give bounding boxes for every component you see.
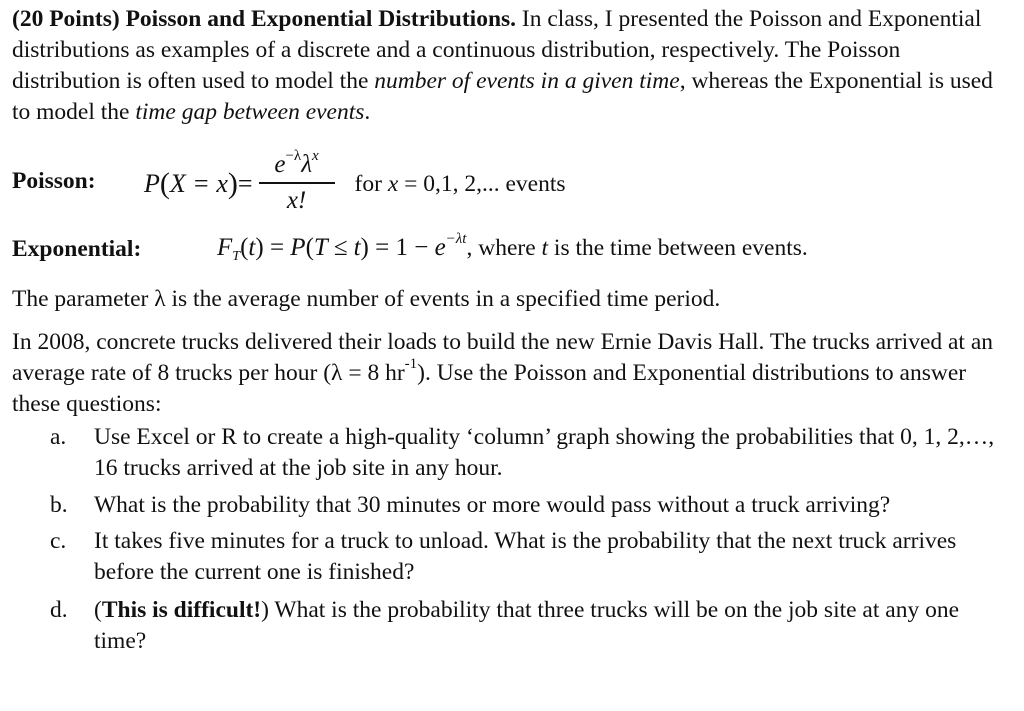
paren-open: ( [159, 167, 170, 200]
question-d [12, 595, 1014, 657]
exp-e: e [434, 234, 446, 261]
problem-heading: (20 Points) Poisson and Exponential Distributions. [12, 6, 517, 32]
poisson-fraction [259, 150, 335, 218]
poisson-denominator: x! [286, 186, 307, 214]
question-emphasis: This is difficult! [101, 597, 262, 623]
question-letter: d. [50, 597, 68, 623]
intro-paragraph [12, 4, 1014, 128]
intro-emphasis-2: time gap between events [135, 99, 365, 125]
exp-exponent: −λt [445, 231, 467, 247]
tail-for: for [354, 170, 388, 197]
question-letter: a. [50, 424, 67, 450]
scenario-text-2: ). Use the Poisson and Exponential distributions to answer these questions: [12, 360, 967, 417]
poisson-domain [355, 171, 566, 198]
numerator-e: e [274, 151, 286, 179]
parameter-description: The parameter λ is the average number of events in a specified time period. [12, 286, 721, 312]
question-b [12, 490, 1014, 521]
prob-p: P [290, 234, 306, 261]
cdf-arg: t [248, 234, 256, 261]
intro-emphasis-1: number of events in a given time [374, 68, 680, 94]
poisson-numerator [270, 150, 322, 182]
paren-close: ) [227, 167, 238, 200]
note-where: , where [466, 235, 542, 261]
question-a [12, 422, 1014, 484]
numerator-lambda: λ [301, 151, 313, 179]
equals-1: = [263, 234, 291, 261]
exponential-label: Exponential: [12, 236, 142, 262]
equals-2: = 1 − [368, 234, 435, 261]
question-text: It takes five minutes for a truck to unload. What is the probability that the next truck arrives before the current one is finished? [94, 528, 957, 585]
question-open-paren: ( [94, 597, 102, 623]
cdf-subscript: T [232, 249, 241, 264]
document-page [12, 4, 1014, 657]
question-close-paren: ) [261, 597, 269, 623]
question-letter: c. [50, 528, 67, 554]
cdf-f: F [217, 234, 233, 261]
scenario-exponent: -1 [404, 356, 418, 372]
question-list [12, 422, 1014, 657]
tail-x: x [387, 170, 399, 197]
question-letter: b. [50, 492, 68, 518]
intro-text-1: In class, I presented the Poisson and Exponential distributions as examples of a discrete and a continuous distribution, respectively. The Poisson distribution is often used to model the [12, 6, 982, 94]
scenario-text-1: In 2008, concrete trucks delivered their loads to build the new Ernie Davis Hall. The trucks arrived at an average rate of 8 trucks per hour (λ = 8 hr [12, 329, 994, 386]
numerator-exponent-x: x [312, 148, 319, 165]
poisson-lhs-arg: X = x [169, 169, 228, 198]
poisson-label: Poisson: [12, 168, 96, 194]
scenario-paragraph [12, 327, 1014, 420]
prob-arg: T ≤ t [313, 234, 361, 261]
intro-text-3: . [364, 99, 371, 125]
exponential-formula: $F_T(t) = P(T \le t) = 1 - e^{-\lambda t}$, where t is the time between events. [217, 231, 808, 264]
poisson-formula [144, 140, 566, 228]
question-c [12, 526, 1014, 588]
numerator-exponent: −λ [285, 148, 302, 165]
intro-text-2: , whereas the Exponential is used to model the [12, 68, 993, 125]
question-text: Use Excel or R to create a high-quality ‘column’ graph showing the probabilities that 0, 1, 2,…, 16 trucks arrived at the job site in any hour. [94, 424, 995, 481]
poisson-lhs-p: P [144, 169, 160, 198]
exponential-formula-row [12, 231, 1014, 274]
question-text: What is the probability that three trucks will be on the job site at any one time? [94, 597, 960, 654]
poisson-formula-row [12, 140, 1014, 228]
question-text: What is the probability that 30 minutes or more would pass without a truck arriving? [94, 492, 891, 518]
exponential-note [466, 235, 807, 261]
note-t: t [541, 235, 549, 261]
poisson-equals: = [237, 169, 253, 198]
tail-rest: = 0,1, 2,... events [398, 170, 566, 197]
note-rest: is the time between events. [548, 235, 808, 261]
